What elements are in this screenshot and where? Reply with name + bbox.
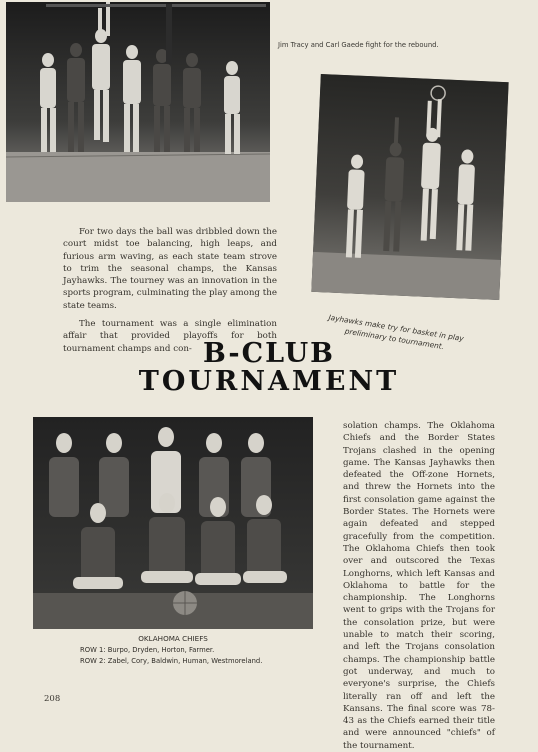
row-2-caption: ROW 2: Zabel, Cory, Baldwin, Human, Westmoreland. <box>80 657 263 665</box>
intro-paragraph-1: For two days the ball was dribbled down the court midst toe balancing, high leaps, and furious arm waving, as each state team strove to trim the seasonal champs, the Kansas Jayhawks. The tourney was an innovation in the sports program, culminating the play among the state teams. <box>63 227 277 311</box>
tournament-text <box>343 420 495 752</box>
row-1-caption: ROW 1: Burpo, Dryden, Horton, Farmer. <box>80 646 215 654</box>
tournament-paragraph: solation champs. The Oklahoma Chiefs and the Border States Trojans clashed in the opening game. The Kansas Jayhawks then defeated the Off-zone Hornets, and threw the Hornets into the first consolation game against the Border States. The Hornets were again defeated and stepped gracefully from the competition. The Oklahoma Chiefs then took over and outscored the Texas Longhorns, which left Kansas and Oklahoma to battle for the championship. The Longhorns went to grips with the Trojans for the consolation prize, but were unable to match their scoring, and left the Trojans consolation champs. The championship battle got underway, and much to everyone's surprise, the Chiefs literally ran off and left the Kansans. The final score was 78-43 as the Chiefs earned their title and were announced "chiefs" of the tournament. <box>343 421 495 751</box>
jayhawks-photo-caption: Jayhawks make try for basket in play preliminary to tournament. <box>327 312 465 352</box>
rebound-photo <box>6 2 270 202</box>
jayhawks-photo <box>311 74 508 300</box>
title-line-1: B-CLUB <box>203 338 335 369</box>
team-photo <box>33 417 313 629</box>
rebound-photo-caption: Jim Tracy and Carl Gaede fight for the rebound. <box>278 41 439 49</box>
intro-text <box>63 226 277 355</box>
title-line-2: TOURNAMENT <box>138 366 400 397</box>
page-number: 208 <box>44 694 61 704</box>
team-name-caption: OKLAHOMA CHIEFS <box>138 634 208 643</box>
intro-paragraph-2: The tournament was a single elimination affair that provided playoffs for both tournament champs and con- <box>63 319 277 354</box>
